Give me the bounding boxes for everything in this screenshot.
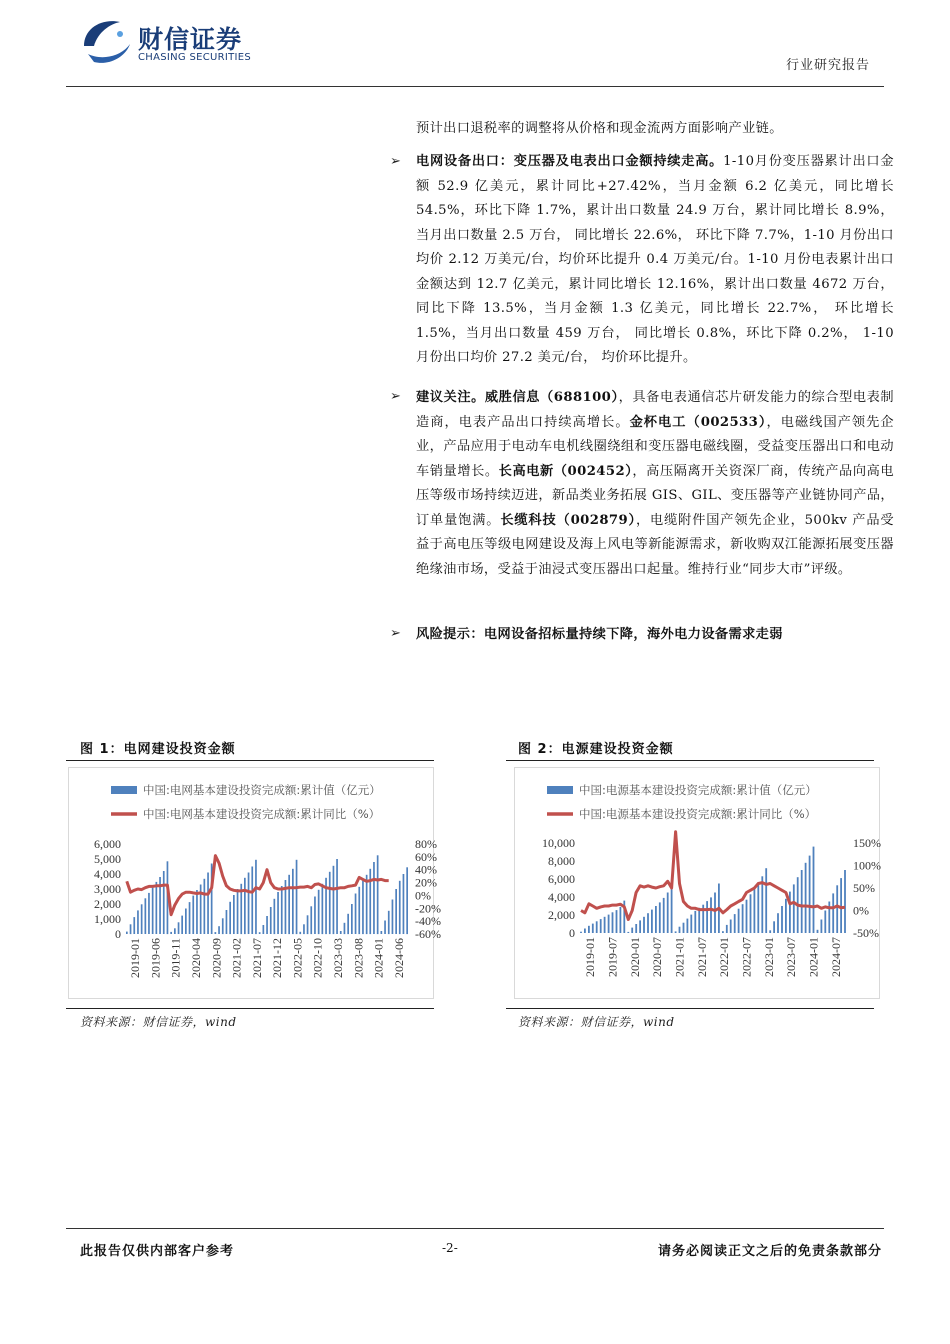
bullet-arrow-icon: ➢ xyxy=(390,154,401,169)
x-tick-label: 2021-07 xyxy=(249,938,264,978)
x-tick-label: 2021-02 xyxy=(229,938,244,978)
data-bar xyxy=(381,931,383,934)
x-tick-label: 2019-01 xyxy=(128,938,143,978)
x-tick-label: 2020-01 xyxy=(627,937,642,977)
data-bar xyxy=(229,902,231,934)
data-bar xyxy=(643,917,645,933)
data-bar xyxy=(844,870,846,933)
data-bar xyxy=(395,889,397,934)
data-bar xyxy=(270,907,272,934)
x-tick-label: 2020-04 xyxy=(189,938,203,978)
data-bar xyxy=(659,902,661,933)
figure-1-title: 图 1：电网建设投资金额 xyxy=(80,742,236,757)
data-bar xyxy=(148,893,150,934)
y2-tick-label: 80% xyxy=(415,837,437,851)
data-bar xyxy=(233,895,235,934)
y-tick-label: 2,000 xyxy=(94,897,121,911)
figure-2-top-rule xyxy=(506,760,874,761)
legend-line-label: 中国:电源基本建设投资完成额:累计同比（%） xyxy=(579,807,817,821)
data-bar xyxy=(821,920,823,934)
data-bar xyxy=(251,867,253,935)
data-bar xyxy=(785,899,787,933)
data-bar xyxy=(215,932,217,934)
figure-2-source: 资料来源：财信证券，wind xyxy=(518,1015,675,1029)
data-bar xyxy=(631,928,633,933)
data-bar xyxy=(793,884,795,933)
export-paragraph xyxy=(416,150,894,371)
data-bar xyxy=(358,887,360,934)
y-tick-label: 10,000 xyxy=(542,836,575,850)
x-tick-label: 2023-03 xyxy=(331,938,345,978)
data-bar xyxy=(244,878,246,934)
data-bar xyxy=(608,915,610,933)
figure-1-top-rule xyxy=(66,760,434,761)
data-bar xyxy=(362,881,364,934)
data-bar xyxy=(369,869,371,934)
data-bar xyxy=(773,921,775,933)
data-bar xyxy=(769,930,771,933)
x-tick-label: 2023-08 xyxy=(351,938,366,978)
data-bar xyxy=(588,926,590,933)
data-bar xyxy=(281,886,283,934)
y2-tick-label: 40% xyxy=(415,862,437,877)
x-tick-label: 2024-06 xyxy=(391,938,406,978)
data-bar xyxy=(329,872,331,934)
data-bar xyxy=(303,924,305,934)
data-bar xyxy=(163,871,165,934)
data-bar xyxy=(635,924,637,933)
x-tick-label: 2021-07 xyxy=(694,937,709,977)
data-bar xyxy=(726,925,728,933)
data-bar xyxy=(355,894,357,935)
logo-en-text: CHASING SECURITIES xyxy=(138,52,252,63)
data-bar xyxy=(373,862,375,934)
data-bar xyxy=(616,910,618,933)
company-name: 长缆科技（002879） xyxy=(500,512,636,528)
data-bar xyxy=(344,923,346,934)
data-bar xyxy=(322,884,324,934)
x-tick-label: 2022-10 xyxy=(310,938,325,978)
data-bar xyxy=(377,855,379,934)
data-bar xyxy=(683,923,685,933)
y-tick-label: 6,000 xyxy=(548,872,575,886)
data-bar xyxy=(647,913,649,933)
y2-tick-label: 50% xyxy=(853,881,875,895)
data-bar xyxy=(592,924,594,933)
x-tick-label: 2020-07 xyxy=(650,937,665,977)
data-bar xyxy=(141,904,143,934)
x-tick-label: 2022-01 xyxy=(717,937,732,977)
y2-tick-label: 60% xyxy=(415,849,437,864)
x-tick-label: 2021-12 xyxy=(270,938,285,978)
company-name: 威胜信息（688100） xyxy=(484,390,619,405)
data-bar xyxy=(307,915,309,934)
data-bar xyxy=(406,867,408,934)
y-tick-label: 8,000 xyxy=(548,854,575,868)
export-paragraph-lead: 电网设备出口：变压器及电表出口金额持续走高。 xyxy=(416,154,724,169)
y2-tick-label: -20% xyxy=(415,901,441,916)
data-bar xyxy=(596,921,598,933)
data-bar xyxy=(366,875,368,934)
data-bar xyxy=(340,931,342,934)
report-type-label: 行业研究报告 xyxy=(785,58,870,73)
data-bar xyxy=(288,875,290,934)
data-bar xyxy=(655,906,657,933)
y-tick-label: 5,000 xyxy=(94,852,121,866)
data-bar xyxy=(347,914,349,934)
data-bar xyxy=(333,866,335,934)
data-bar xyxy=(299,932,301,934)
y2-tick-label: 150% xyxy=(853,836,881,850)
data-bar xyxy=(694,911,696,933)
y2-tick-label: -50% xyxy=(853,926,879,940)
data-bar xyxy=(277,892,279,934)
footer-divider xyxy=(66,1228,884,1229)
x-tick-label: 2024-01 xyxy=(806,937,821,977)
y-tick-label: 4,000 xyxy=(548,890,575,904)
data-bar xyxy=(130,924,132,934)
data-bar xyxy=(266,916,268,934)
data-bar xyxy=(126,932,128,934)
y-tick-label: 0 xyxy=(115,927,121,941)
data-bar xyxy=(292,869,294,934)
company-logo xyxy=(80,16,250,68)
data-bar xyxy=(690,915,692,933)
data-bar xyxy=(248,873,250,935)
bullet-arrow-icon: ➢ xyxy=(390,389,401,404)
data-bar xyxy=(399,881,401,934)
data-bar xyxy=(274,899,276,934)
data-bar xyxy=(840,878,842,933)
data-bar xyxy=(620,907,622,933)
data-bar xyxy=(706,901,708,933)
y-tick-label: 1,000 xyxy=(94,912,121,926)
data-bar xyxy=(663,898,665,933)
data-bar xyxy=(152,888,154,934)
x-tick-label: 2019-01 xyxy=(583,937,598,977)
logo-cn-text: 财信证券 xyxy=(138,25,243,54)
data-bar xyxy=(181,916,183,934)
data-bar xyxy=(189,902,191,934)
legend-bar-label: 中国:电网基本建设投资完成额:累计值（亿元） xyxy=(143,783,381,797)
y-tick-label: 6,000 xyxy=(94,837,121,851)
company-desc: ，电磁线国产领先企业，产品应用于电动车电机线圈绕组和变压器电磁线圈，受益变压器出口和电动车销量增长。 xyxy=(416,414,894,479)
data-bar xyxy=(801,870,803,933)
y-tick-label: 3,000 xyxy=(94,882,121,896)
data-bar xyxy=(781,906,783,933)
data-bar xyxy=(836,885,838,933)
data-bar xyxy=(750,894,752,933)
data-bar xyxy=(824,911,826,934)
data-bar xyxy=(754,889,756,933)
data-bar xyxy=(137,910,139,934)
x-tick-label: 2021-01 xyxy=(672,937,687,977)
logo-mark-icon xyxy=(80,16,136,68)
x-tick-label: 2024-07 xyxy=(828,937,843,977)
data-bar xyxy=(584,929,586,934)
company-desc: ，电缆附件国产领先企业，500kv 产品受益于高电压等级电网建设及海上风电等新能源需求，新收购双江能源拓展变压器绝缘油市场，受益于油浸式变压器出口起量。维持行业“同步大市”评级。 xyxy=(416,512,894,577)
y-tick-label: 2,000 xyxy=(548,908,575,922)
data-bar xyxy=(226,910,228,934)
data-bar xyxy=(687,919,689,933)
footer-disclaimer-left: 此报告仅供内部客户参考 xyxy=(80,1244,235,1259)
data-bar xyxy=(403,874,405,934)
data-bar xyxy=(580,932,582,933)
data-bar xyxy=(178,922,180,934)
data-bar xyxy=(314,897,316,935)
data-bar xyxy=(388,911,390,934)
power-source-investment-chart xyxy=(514,767,880,999)
data-bar xyxy=(765,868,767,933)
legend-bar-label: 中国:电源基本建设投资完成额:累计值（亿元） xyxy=(579,783,817,797)
data-bar xyxy=(746,900,748,933)
y2-tick-label: -40% xyxy=(415,914,441,929)
data-bar xyxy=(336,859,338,934)
header-divider xyxy=(66,86,884,87)
chart-2-svg xyxy=(515,768,879,998)
company-desc: ，高压隔离开关资深厂商，传统产品向高电压等级市场持续迈进，新品类业务拓展 GIS、GIL、变压器等产业链协同产品，订单量饱满。 xyxy=(416,463,894,528)
company-desc: ，具备电表通信芯片研发能力的综合型电表制造商，电表产品出口持续高增长。 xyxy=(416,390,895,430)
x-tick-label: 2019-06 xyxy=(148,938,163,978)
data-bar xyxy=(730,920,732,934)
data-bar xyxy=(714,893,716,934)
data-bar xyxy=(145,898,147,934)
y2-tick-label: 0% xyxy=(853,903,869,918)
figure-2-title: 图 2：电源建设投资金额 xyxy=(518,742,674,757)
data-bar xyxy=(192,896,194,934)
data-bar xyxy=(384,921,386,935)
data-bar xyxy=(805,863,807,933)
risk-paragraph: 风险提示：电网设备招标量持续下降，海外电力设备需求走弱 xyxy=(416,627,783,642)
data-bar xyxy=(671,886,673,933)
data-bar xyxy=(604,917,606,933)
y2-tick-label: 0% xyxy=(415,888,431,903)
data-bar xyxy=(133,917,135,934)
data-bar xyxy=(318,890,320,934)
export-paragraph-text: 1-10月份变压器累计出口金额 52.9 亿美元，累计同比+27.42%，当月金额 6.2 亿美元，同比增长 54.5%，环比下降 1.7%，累计出口数量 24.9 万台，累计同比增长 8.9%， 当月出口数量 2.5 万台， 同比增长 22.6%， 环比下降 7.7%，1-10 月份出口均价 2.12 万美元/台，均价环比提升 0.4 万美元/台。1-10 月份电表累计出口金额达到 12.7 亿美元，累计同比增长 12.16%，累计出口数量 4672 万台，同比下降 13.5%，当月金额 1.3 亿美元，同比增长 22.7%， 环比增长 1.5%，当月出口数量 459 万台， 同比增长 0.8%，环比下降 0.2%， 1-10 月份出口均价 27.2 美元/台， 均价环比提升。 xyxy=(416,154,894,365)
y2-tick-label: 100% xyxy=(853,858,881,873)
data-bar xyxy=(813,847,815,933)
data-bar xyxy=(738,909,740,933)
data-bar xyxy=(207,873,209,935)
y2-tick-label: 20% xyxy=(415,875,437,890)
figure-1-source: 资料来源：财信证券，wind xyxy=(80,1015,237,1029)
chart-1-svg xyxy=(69,768,441,998)
x-tick-label: 2020-09 xyxy=(209,938,224,978)
data-bar xyxy=(627,932,629,933)
x-tick-label: 2024-01 xyxy=(371,938,386,978)
y-tick-label: 0 xyxy=(569,926,575,940)
footer-disclaimer-right: 请务必阅读正文之后的免责条款部分 xyxy=(657,1244,882,1259)
data-bar xyxy=(170,932,172,934)
data-bar xyxy=(742,904,744,933)
legend-bar-swatch xyxy=(547,786,573,794)
page-number: -2- xyxy=(442,1241,458,1255)
data-bar xyxy=(698,908,700,933)
data-bar xyxy=(255,860,257,934)
data-bar xyxy=(679,927,681,933)
data-bar xyxy=(651,910,653,933)
data-bar xyxy=(204,879,206,934)
data-bar xyxy=(156,882,158,934)
data-bar xyxy=(809,856,811,933)
data-bar xyxy=(310,906,312,934)
x-tick-label: 2019-11 xyxy=(168,938,183,978)
recommendation-paragraph xyxy=(416,386,894,582)
data-bar xyxy=(259,932,261,934)
legend-bar-swatch xyxy=(111,786,137,794)
data-bar xyxy=(817,930,819,933)
x-tick-label: 2022-07 xyxy=(739,937,754,977)
data-bar xyxy=(218,926,220,934)
data-bar xyxy=(296,860,298,934)
x-tick-label: 2023-01 xyxy=(761,937,776,977)
data-bar xyxy=(174,928,176,934)
data-bar xyxy=(757,884,759,934)
grid-investment-chart xyxy=(68,767,441,999)
data-bar xyxy=(722,931,724,933)
data-bar xyxy=(185,909,187,935)
y-tick-label: 4,000 xyxy=(94,867,121,881)
page-header xyxy=(0,0,950,90)
data-line xyxy=(127,856,389,915)
x-tick-label: 2019-07 xyxy=(605,937,620,977)
data-bar xyxy=(832,893,834,933)
data-bar xyxy=(222,918,224,934)
data-bar xyxy=(263,925,265,934)
data-bar xyxy=(392,900,394,935)
company-name: 金杯电工（002533） xyxy=(629,414,767,430)
intro-paragraph: 预计出口退税率的调整将从价格和现金流两方面影响产业链。 xyxy=(416,121,783,136)
data-bar xyxy=(237,889,239,934)
x-tick-label: 2023-07 xyxy=(784,937,799,977)
data-bar xyxy=(710,897,712,933)
data-bar xyxy=(612,912,614,933)
data-bar xyxy=(675,931,677,933)
x-tick-label: 2022-05 xyxy=(290,938,305,978)
data-bar xyxy=(196,890,198,934)
data-bar xyxy=(600,919,602,933)
figure-2-bottom-rule xyxy=(506,1008,874,1009)
y2-tick-label: -60% xyxy=(415,927,441,941)
data-bar xyxy=(639,920,641,933)
figure-1-bottom-rule xyxy=(66,1008,434,1009)
company-name: 长高电新（002452） xyxy=(498,463,633,479)
data-bar xyxy=(351,904,353,934)
recommendation-lead: 建议关注。 xyxy=(416,390,485,405)
legend-line-label: 中国:电网基本建设投资完成额:累计同比（%） xyxy=(143,807,381,821)
data-bar xyxy=(667,893,669,934)
data-bar xyxy=(777,913,779,933)
data-bar xyxy=(761,876,763,933)
bullet-arrow-icon: ➢ xyxy=(390,626,401,641)
data-bar xyxy=(734,914,736,933)
